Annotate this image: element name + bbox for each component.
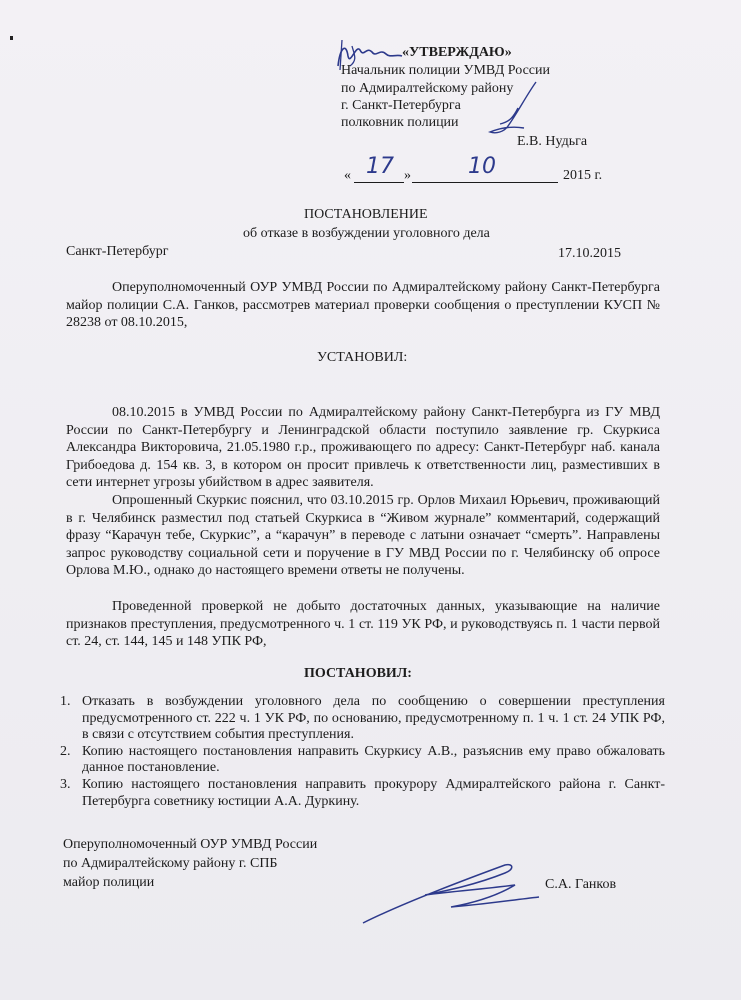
footer-line-3: майор полиции [63, 875, 155, 890]
resolution-item: 2. Копию настоящего постановления направить Скуркису А.В., разъяснив ему право обжаловать данное постановление. [60, 743, 665, 776]
punch-mark [10, 36, 13, 40]
document-subtitle: об отказе в возбуждении уголовного дела [243, 226, 490, 241]
month-underline [412, 182, 558, 183]
month-handwritten: 10 [468, 154, 496, 179]
footer-line-1: Оперуполномоченный ОУР УМВД России [63, 837, 318, 852]
established-heading: УСТАНОВИЛ: [317, 350, 408, 365]
established-paragraph-2: Опрошенный Скуркис пояснил, что 03.10.2015 гр. Орлов Михаил Юрьевич, проживающий в г. Челябинск разместил под статьей Скуркиса в “Живом журнале” комментарий, содержащий фразу “Карачун тебе, Скуркис”, а “карачун” в переводе с латыни означает “смерть”. Направлены запрос руководству социальной сети и поручение в ГУ МВД России по г. Челябинску об опросе Орлова М.Ю., однако до настоящего времени ответы не получены. [66, 493, 660, 578]
footer-line-2: по Адмиралтейскому району г. СПБ [63, 856, 278, 871]
document-date: 17.10.2015 [558, 246, 621, 261]
approval-year: 2015 г. [563, 168, 603, 183]
intro-paragraph: Оперуполномоченный ОУР УМВД России по Адмиралтейскому району Санкт-Петербурга майор полиции С.А. Ганков, рассмотрев материал проверки сообщения о преступлении КУСП № 28238 от 08.10.2015, [66, 280, 660, 330]
approval-line-4: полковник полиции [341, 115, 459, 130]
approval-line-2: по Адмиралтейскому району [341, 81, 514, 96]
day-underline [354, 182, 404, 183]
established-paragraph-1: 08.10.2015 в УМВД России по Адмиралтейскому району Санкт-Петербурга из ГУ МВД России по Санкт-Петербургу и Ленинградской области поступило заявление гр. Скуркиса Александра Викторовича, 21.05.1980 г.р., проживающего по адресу: Санкт-Петербург наб. канала Грибоедова д. 154 кв. 3, в котором он просит привлечь к ответственности лиц, разместивших в сети интернет угрозы убийством в адрес заявителя. [66, 405, 660, 490]
established-paragraph-3: Проведенной проверкой не добыто достаточных данных, указывающие на наличие признаков преступления, предусмотренного ч. 1 ст. 119 УК РФ, и руководствуясь п. 1 части первой ст. 24, ст. 144, 145 и 148 УПК РФ, [66, 599, 660, 649]
approval-line-3: г. Санкт-Петербурга [341, 98, 461, 113]
date-close-quote: » [404, 168, 411, 183]
resolution-list [60, 694, 665, 810]
approval-title: «УТВЕРЖДАЮ» [402, 45, 512, 60]
date-open-quote: « [344, 168, 351, 183]
resolution-item: 1. Отказать в возбуждении уголовного дела по сообщению о совершении преступления предусмотренного ст. 222 ч. 1 УК РФ, по основанию, предусмотренному п. 1 ч. 1 ст. 24 УПК РФ, в связи с отсутствием события преступления. [60, 694, 665, 743]
day-handwritten: 17 [366, 154, 394, 179]
resolution-item: 3. Копию настоящего постановления направить прокурору Адмиралтейского района г. Санкт-Петербурга советнику юстиции А.А. Дуркину. [60, 776, 665, 809]
footer-name: С.А. Ганков [545, 877, 617, 892]
resolved-heading: ПОСТАНОВИЛ: [304, 666, 412, 681]
chief-signature [478, 78, 548, 138]
document-title: ПОСТАНОВЛЕНИЕ [304, 207, 428, 222]
officer-signature [355, 855, 545, 930]
document-city: Санкт-Петербург [66, 244, 169, 259]
approval-line-1: Начальник полиции УМВД России [341, 63, 550, 78]
approval-name: Е.В. Нудьга [517, 134, 588, 149]
